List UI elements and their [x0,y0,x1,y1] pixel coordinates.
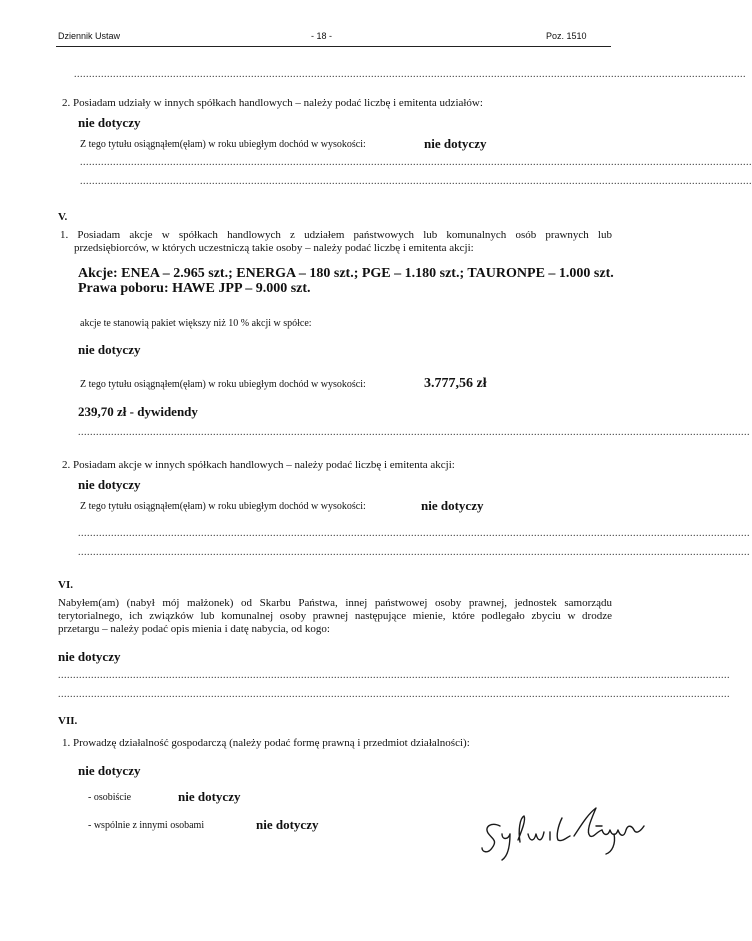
dotted-line: ................................................................................................................................................................................................................................ [80,176,752,187]
signature-text: Sylwia Łukaszewicz [478,796,487,797]
section6-line3: przetargu – należy podać opis mienia i datę nabycia, od kogo: [58,623,330,635]
section7-personal-label: - osobiście [88,792,132,803]
header-page-number: - 18 - [311,31,333,41]
section5-item2-income-label: Z tego tytułu osiągnąłem(ęłam) w roku ubiegłym dochód w wysokości: [80,501,366,512]
section5-item1-line1: 1. Posiadam akcje w spółkach handlowych z udziałem państwowych lub komunalnych osób prawnych lub [60,229,612,241]
section5-item2-income-value: nie dotyczy [421,498,484,513]
dotted-line: ................................................................................................................................................................................................................................ [78,528,750,539]
section7-item1-label: 1. Prowadzę działalność gospodarczą (należy podać formę prawną i przedmiot działalności): [62,737,470,749]
section5-title: V. [58,211,68,223]
section5-dividend: 239,70 zł - dywidendy [78,404,198,419]
section4-item2-value: nie dotyczy [78,115,141,130]
handwritten-signature [478,796,648,866]
section5-income-value: 3.777,56 zł [424,376,487,391]
section6-value: nie dotyczy [58,649,121,664]
header-position: Poz. 1510 [546,31,587,41]
section4-item2-income-label: Z tego tytułu osiągnąłem(ęłam) w roku ubiegłym dochód w wysokości: [80,139,366,150]
section7-jointly-label: - wspólnie z innymi osobami [88,820,205,831]
section6-line1: Nabyłem(am) (nabył mój małżonek) od Skarbu Państwa, innej państwowej osoby prawnej, jednostek samorządu [58,597,612,609]
section7-personal-value: nie dotyczy [178,789,241,804]
dotted-line: ................................................................................................................................................................................................................................ [58,689,730,700]
section5-shares-line1: Akcje: ENEA – 2.965 szt.; ENERGA – 180 szt.; PGE – 1.180 szt.; TAURONPE – 1.000 szt. [78,266,614,281]
header-rule [56,46,611,47]
section7-jointly-value: nie dotyczy [256,817,319,832]
section5-item1-line2: przedsiębiorców, w których uczestniczą takie osoby – należy podać liczbę i emitenta akcji: [74,242,474,254]
section5-packet-label: akcje te stanowią pakiet większy niż 10 % akcji w spółce: [80,318,312,329]
section6-title: VI. [58,579,73,591]
dotted-line: ................................................................................................................................................................................................................................ [58,670,730,681]
dotted-line: ................................................................................................................................................................................................................................ [74,69,746,80]
header-journal-name: Dziennik Ustaw [58,31,121,41]
dotted-line: ................................................................................................................................................................................................................................ [80,157,752,168]
section7-title: VII. [58,715,78,727]
dotted-line: ................................................................................................................................................................................................................................ [78,427,750,438]
section5-item2-label: 2. Posiadam akcje w innych spółkach handlowych – należy podać liczbę i emitenta akcji: [62,459,455,471]
section6-line2: terytorialnego, ich związków lub komunalnej osoby prawnej następujące mienie, które podlegało zbyciu w drodze [58,610,612,622]
section4-item2-income-value: nie dotyczy [424,136,487,151]
section5-packet-value: nie dotyczy [78,342,141,357]
section5-item2-value: nie dotyczy [78,477,141,492]
section7-item1-value: nie dotyczy [78,763,141,778]
dotted-line: ................................................................................................................................................................................................................................ [78,547,750,558]
section5-income-label: Z tego tytułu osiągnąłem(ęłam) w roku ubiegłym dochód w wysokości: [80,379,366,390]
section5-shares-line2: Prawa poboru: HAWE JPP – 9.000 szt. [78,281,311,296]
section4-item2-label: 2. Posiadam udziały w innych spółkach handlowych – należy podać liczbę i emitenta udziałów: [62,97,483,109]
